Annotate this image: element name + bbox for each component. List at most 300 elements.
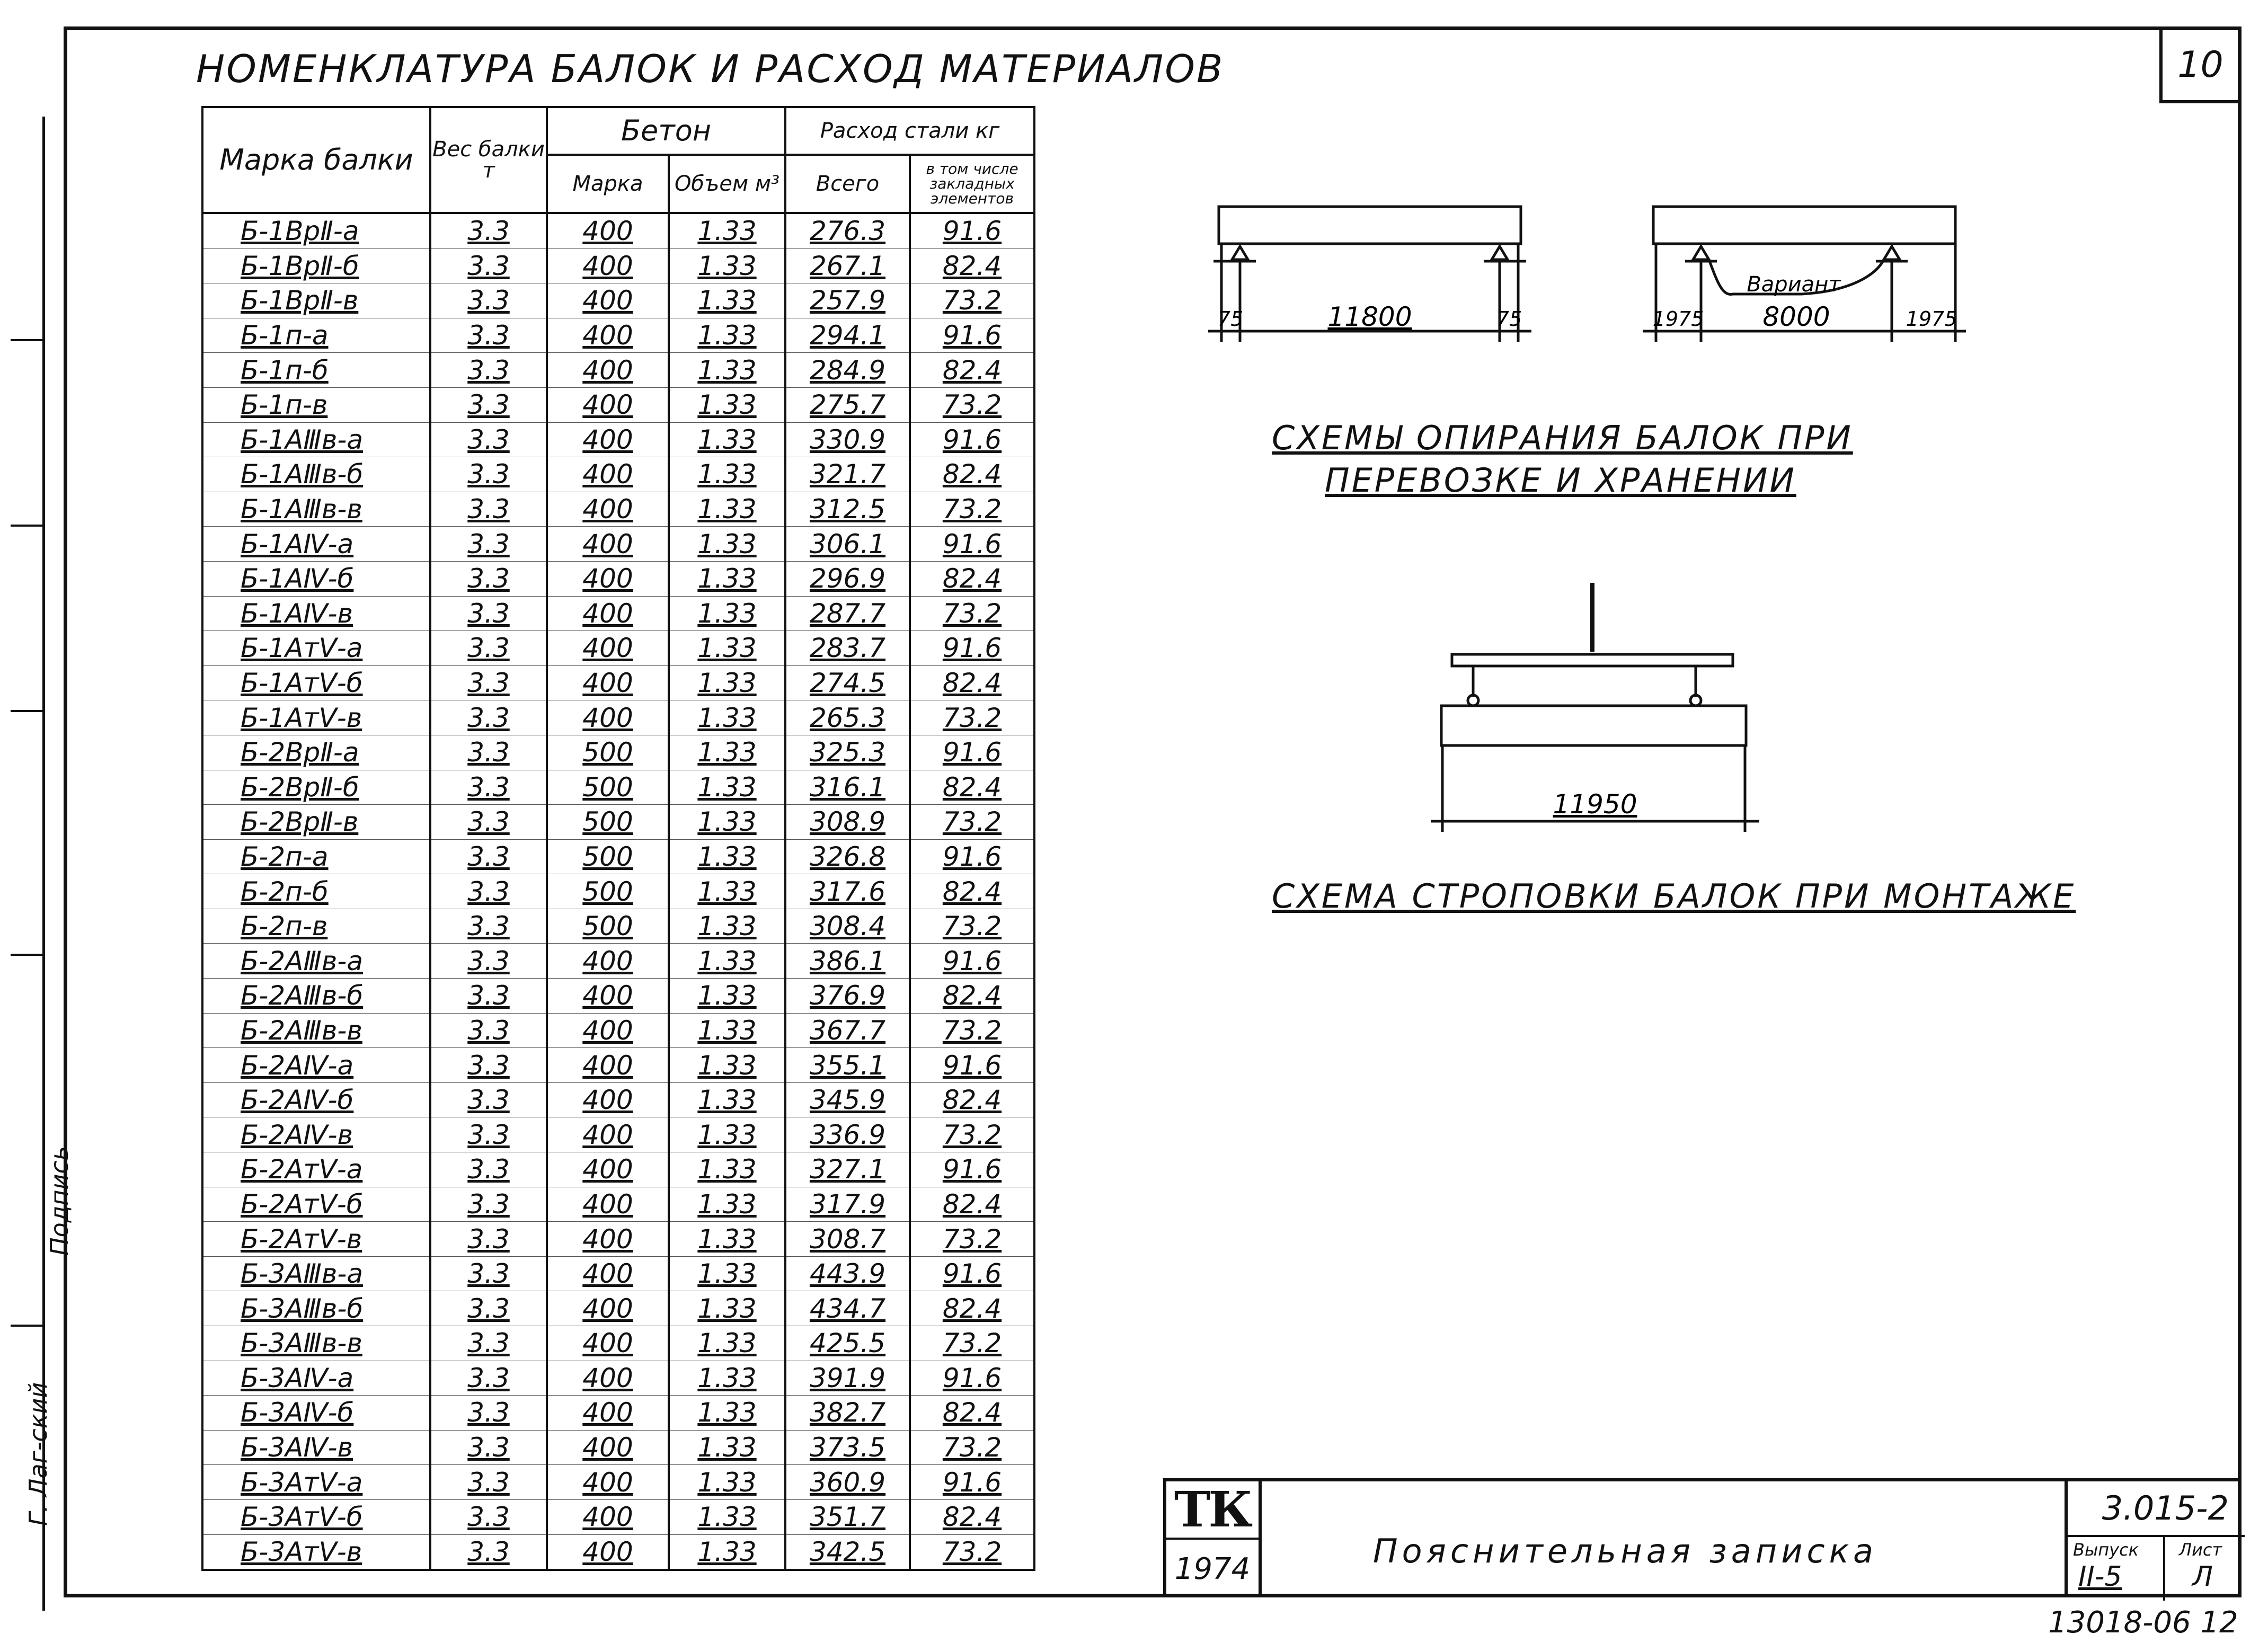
concrete-mark-cell: 400 (547, 1499, 669, 1534)
beam-weight-cell: 3.3 (430, 909, 547, 944)
beam-mark-cell: Б-2АⅣ-а (202, 1048, 430, 1083)
tk-logo: ТК (1166, 1481, 1259, 1540)
steel-total-cell: 265.3 (785, 700, 910, 735)
table-row (202, 665, 1034, 700)
concrete-volume-cell: 1.33 (669, 1499, 785, 1534)
steel-total-cell: 326.8 (785, 839, 910, 874)
concrete-volume-cell: 1.33 (669, 735, 785, 770)
beam-mark-cell: Б-2АтⅤ-б (202, 1187, 430, 1222)
concrete-volume-cell: 1.33 (669, 457, 785, 492)
concrete-volume-cell: 1.33 (669, 492, 785, 527)
beam-weight-cell: 3.3 (430, 492, 547, 527)
concrete-volume-cell: 1.33 (669, 1222, 785, 1257)
steel-embedded-cell: 73.2 (910, 909, 1034, 944)
header-concrete: Бетон (547, 107, 785, 155)
steel-embedded-cell: 82.4 (910, 1396, 1034, 1431)
steel-embedded-cell: 82.4 (910, 1499, 1034, 1534)
beam-mark-cell: Б-2п-в (202, 909, 430, 944)
steel-embedded-cell: 73.2 (910, 1326, 1034, 1361)
steel-embedded-cell: 73.2 (910, 596, 1034, 631)
beam-mark-cell: Б-3АтⅤ-б (202, 1499, 430, 1534)
steel-total-cell: 316.1 (785, 770, 910, 805)
steel-embedded-cell: 91.6 (910, 527, 1034, 562)
table-row (202, 1082, 1034, 1117)
steel-total-cell: 283.7 (785, 631, 910, 666)
concrete-volume-cell: 1.33 (669, 1291, 785, 1326)
table-row (202, 1430, 1034, 1465)
table-row (202, 1152, 1034, 1187)
concrete-mark-cell: 400 (547, 283, 669, 318)
concrete-mark-cell: 400 (547, 1048, 669, 1083)
sheet-number: 10 (2159, 26, 2242, 103)
steel-total-cell: 267.1 (785, 248, 910, 283)
strip-signature: Подпись (45, 1146, 74, 1256)
beam-weight-cell: 3.3 (430, 1117, 547, 1152)
beam-mark-cell: Б-2АⅢв-в (202, 1013, 430, 1048)
concrete-volume-cell: 1.33 (669, 1465, 785, 1500)
table-row (202, 1396, 1034, 1431)
header-weight: Вес балки т (430, 107, 547, 213)
concrete-volume-cell: 1.33 (669, 700, 785, 735)
steel-embedded-cell: 73.2 (910, 1430, 1034, 1465)
beam-weight-cell: 3.3 (430, 422, 547, 457)
steel-embedded-cell: 91.6 (910, 1465, 1034, 1500)
beam-mark-cell: Б-1ВрⅡ-а (202, 213, 430, 248)
beam-mark-cell: Б-1п-в (202, 387, 430, 422)
support-triangle (1492, 246, 1508, 260)
beam-outline (1653, 207, 1955, 244)
table-row (202, 1222, 1034, 1257)
concrete-volume-cell: 1.33 (669, 1430, 785, 1465)
dim-end-left: 75 (1217, 307, 1244, 331)
beam-weight-cell: 3.3 (430, 1082, 547, 1117)
beam-mark-cell: Б-2АⅣ-в (202, 1117, 430, 1152)
steel-total-cell: 382.7 (785, 1396, 910, 1431)
steel-total-cell: 345.9 (785, 1082, 910, 1117)
table-row (202, 1256, 1034, 1291)
concrete-volume-cell: 1.33 (669, 839, 785, 874)
concrete-volume-cell: 1.33 (669, 874, 785, 909)
steel-total-cell: 330.9 (785, 422, 910, 457)
strip-line (11, 954, 42, 956)
steel-embedded-cell: 73.2 (910, 283, 1034, 318)
concrete-mark-cell: 400 (547, 979, 669, 1014)
beam-table (201, 106, 1035, 1571)
steel-total-cell: 306.1 (785, 527, 910, 562)
beam-weight-cell: 3.3 (430, 979, 547, 1014)
concrete-volume-cell: 1.33 (669, 1326, 785, 1361)
strip-line (11, 525, 42, 527)
steel-total-cell: 351.7 (785, 1499, 910, 1534)
beam-mark-cell: Б-2ВрⅡ-а (202, 735, 430, 770)
strip-signature: Г. Лаг-ский (24, 1382, 52, 1526)
steel-total-cell: 274.5 (785, 665, 910, 700)
concrete-volume-cell: 1.33 (669, 213, 785, 248)
beam-mark-cell: Б-2ВрⅡ-в (202, 805, 430, 840)
support-triangle (1693, 246, 1709, 260)
support-caption-line2: ПЕРЕВОЗКЕ И ХРАНЕНИИ (1325, 461, 1796, 500)
steel-embedded-cell: 73.2 (910, 1117, 1034, 1152)
beam-weight-cell: 3.3 (430, 1499, 547, 1534)
sling-caption: СХЕМА СТРОПОВКИ БАЛОК ПРИ МОНТАЖЕ (1272, 877, 2076, 916)
steel-total-cell: 317.9 (785, 1187, 910, 1222)
beam-mark-cell: Б-1АтⅤ-б (202, 665, 430, 700)
steel-embedded-cell: 82.4 (910, 353, 1034, 388)
concrete-volume-cell: 1.33 (669, 596, 785, 631)
strip-line (11, 710, 42, 712)
table-row (202, 700, 1034, 735)
beam-weight-cell: 3.3 (430, 1430, 547, 1465)
table-row (202, 805, 1034, 840)
steel-embedded-cell: 91.6 (910, 1361, 1034, 1396)
cell-divider (2163, 1537, 2165, 1601)
steel-embedded-cell: 73.2 (910, 805, 1034, 840)
table-row (202, 318, 1034, 353)
steel-embedded-cell: 91.6 (910, 422, 1034, 457)
beam-mark-cell: Б-2АⅣ-б (202, 1082, 430, 1117)
table-row (202, 944, 1034, 979)
concrete-volume-cell: 1.33 (669, 1117, 785, 1152)
beam-mark-cell: Б-1ВрⅡ-в (202, 283, 430, 318)
beam-weight-cell: 3.3 (430, 353, 547, 388)
table-row (202, 735, 1034, 770)
beam-mark-cell: Б-1АⅢв-б (202, 457, 430, 492)
table-row (202, 1361, 1034, 1396)
concrete-mark-cell: 400 (547, 944, 669, 979)
steel-embedded-cell: 82.4 (910, 561, 1034, 596)
concrete-mark-cell: 500 (547, 735, 669, 770)
concrete-mark-cell: 400 (547, 1187, 669, 1222)
beam-mark-cell: Б-2ВрⅡ-б (202, 770, 430, 805)
steel-total-cell: 443.9 (785, 1256, 910, 1291)
beam-weight-cell: 3.3 (430, 805, 547, 840)
beam-weight-cell: 3.3 (430, 1465, 547, 1500)
steel-embedded-cell: 73.2 (910, 1534, 1034, 1570)
concrete-mark-cell: 400 (547, 561, 669, 596)
sling-scheme (1431, 583, 1770, 848)
beam-mark-cell: Б-3АтⅤ-в (202, 1534, 430, 1570)
dim-span: 8000 (1762, 301, 1830, 332)
steel-total-cell: 294.1 (785, 318, 910, 353)
concrete-volume-cell: 1.33 (669, 1396, 785, 1431)
concrete-mark-cell: 400 (547, 457, 669, 492)
table-row (202, 909, 1034, 944)
concrete-volume-cell: 1.33 (669, 422, 785, 457)
beam-weight-cell: 3.3 (430, 1013, 547, 1048)
steel-embedded-cell: 82.4 (910, 665, 1034, 700)
concrete-mark-cell: 400 (547, 353, 669, 388)
concrete-volume-cell: 1.33 (669, 805, 785, 840)
steel-embedded-cell: 82.4 (910, 248, 1034, 283)
concrete-volume-cell: 1.33 (669, 665, 785, 700)
header-mark: Марка балки (202, 107, 430, 213)
table-row (202, 874, 1034, 909)
steel-embedded-cell: 91.6 (910, 213, 1034, 248)
table-row (202, 1534, 1034, 1570)
concrete-mark-cell: 400 (547, 1152, 669, 1187)
concrete-volume-cell: 1.33 (669, 387, 785, 422)
beam-weight-cell: 3.3 (430, 596, 547, 631)
concrete-mark-cell: 500 (547, 909, 669, 944)
beam-weight-cell: 3.3 (430, 527, 547, 562)
beam-weight-cell: 3.3 (430, 283, 547, 318)
beam-weight-cell: 3.3 (430, 1256, 547, 1291)
traverse-beam (1452, 654, 1733, 666)
concrete-volume-cell: 1.33 (669, 1082, 785, 1117)
steel-embedded-cell: 82.4 (910, 457, 1034, 492)
concrete-mark-cell: 400 (547, 665, 669, 700)
steel-embedded-cell: 91.6 (910, 1256, 1034, 1291)
table-row (202, 457, 1034, 492)
table-row (202, 1013, 1034, 1048)
beam-mark-cell: Б-1АⅣ-в (202, 596, 430, 631)
beam-mark-cell: Б-1АⅣ-б (202, 561, 430, 596)
steel-total-cell: 434.7 (785, 1291, 910, 1326)
concrete-mark-cell: 400 (547, 492, 669, 527)
beam-mark-cell: Б-3АⅣ-б (202, 1396, 430, 1431)
steel-total-cell: 360.9 (785, 1465, 910, 1500)
steel-total-cell: 275.7 (785, 387, 910, 422)
steel-total-cell: 373.5 (785, 1430, 910, 1465)
concrete-mark-cell: 400 (547, 1013, 669, 1048)
dim-end-right: 1975 (1906, 307, 1957, 331)
table-row (202, 1291, 1034, 1326)
beam-weight-cell: 3.3 (430, 1361, 547, 1396)
document-code: 3.015-2 (2068, 1481, 2245, 1537)
concrete-volume-cell: 1.33 (669, 318, 785, 353)
table-row (202, 1187, 1034, 1222)
sheet-value: Л (2192, 1561, 2213, 1593)
issue-value: II-5 (2078, 1561, 2122, 1593)
concrete-volume-cell: 1.33 (669, 1534, 785, 1570)
steel-embedded-cell: 82.4 (910, 1187, 1034, 1222)
beam-weight-cell: 3.3 (430, 700, 547, 735)
beam-weight-cell: 3.3 (430, 631, 547, 666)
table-row (202, 283, 1034, 318)
concrete-mark-cell: 400 (547, 1465, 669, 1500)
strip-line (11, 339, 42, 341)
concrete-mark-cell: 400 (547, 248, 669, 283)
concrete-volume-cell: 1.33 (669, 1187, 785, 1222)
beam-weight-cell: 3.3 (430, 944, 547, 979)
beam-mark-cell: Б-3АⅢв-а (202, 1256, 430, 1291)
concrete-volume-cell: 1.33 (669, 1256, 785, 1291)
concrete-mark-cell: 400 (547, 700, 669, 735)
concrete-volume-cell: 1.33 (669, 631, 785, 666)
beam-weight-cell: 3.3 (430, 1326, 547, 1361)
beam-weight-cell: 3.3 (430, 1187, 547, 1222)
beam-weight-cell: 3.3 (430, 735, 547, 770)
table-row (202, 492, 1034, 527)
beam-mark-cell: Б-3АтⅤ-а (202, 1465, 430, 1500)
header-steel-embedded: в том числе закладных элементов (910, 155, 1034, 213)
beam-mark-cell: Б-2АтⅤ-а (202, 1152, 430, 1187)
concrete-volume-cell: 1.33 (669, 909, 785, 944)
archive-number: 13018-06 12 (2048, 1605, 2238, 1640)
beam-weight-cell: 3.3 (430, 1152, 547, 1187)
beam-mark-cell: Б-2АтⅤ-в (202, 1222, 430, 1257)
table-row (202, 527, 1034, 562)
strip-line (11, 1325, 42, 1327)
concrete-volume-cell: 1.33 (669, 283, 785, 318)
steel-total-cell: 308.9 (785, 805, 910, 840)
concrete-mark-cell: 400 (547, 1396, 669, 1431)
concrete-mark-cell: 400 (547, 1222, 669, 1257)
concrete-volume-cell: 1.33 (669, 248, 785, 283)
steel-total-cell: 308.7 (785, 1222, 910, 1257)
concrete-mark-cell: 400 (547, 1256, 669, 1291)
title-block-logo-cell (1166, 1481, 1262, 1594)
steel-embedded-cell: 91.6 (910, 944, 1034, 979)
beam-weight-cell: 3.3 (430, 318, 547, 353)
steel-embedded-cell: 82.4 (910, 1291, 1034, 1326)
steel-total-cell: 296.9 (785, 561, 910, 596)
beam-mark-cell: Б-2п-а (202, 839, 430, 874)
steel-embedded-cell: 73.2 (910, 1013, 1034, 1048)
steel-embedded-cell: 73.2 (910, 700, 1034, 735)
steel-total-cell: 312.5 (785, 492, 910, 527)
header-steel-total: Всего (785, 155, 910, 213)
beam-weight-cell: 3.3 (430, 213, 547, 248)
beam-mark-cell: Б-1АⅢв-а (202, 422, 430, 457)
steel-total-cell: 257.9 (785, 283, 910, 318)
concrete-mark-cell: 500 (547, 839, 669, 874)
concrete-mark-cell: 400 (547, 318, 669, 353)
table-row (202, 1326, 1034, 1361)
steel-embedded-cell: 91.6 (910, 839, 1034, 874)
beam-weight-cell: 3.3 (430, 1396, 547, 1431)
header-steel: Расход стали кг (785, 107, 1034, 155)
beam-weight-cell: 3.3 (430, 1291, 547, 1326)
concrete-mark-cell: 400 (547, 1534, 669, 1570)
support-schemes (1192, 191, 2019, 360)
beam-weight-cell: 3.3 (430, 1048, 547, 1083)
beam-mark-cell: Б-2АⅢв-б (202, 979, 430, 1014)
concrete-mark-cell: 400 (547, 631, 669, 666)
beam-weight-cell: 3.3 (430, 561, 547, 596)
header-concrete-volume: Объем м³ (669, 155, 785, 213)
steel-embedded-cell: 82.4 (910, 770, 1034, 805)
beam-mark-cell: Б-1ВрⅡ-б (202, 248, 430, 283)
steel-total-cell: 386.1 (785, 944, 910, 979)
table-row (202, 596, 1034, 631)
table-row (202, 631, 1034, 666)
beam-mark-cell: Б-1п-а (202, 318, 430, 353)
concrete-mark-cell: 500 (547, 874, 669, 909)
table-row (202, 839, 1034, 874)
table-row (202, 1117, 1034, 1152)
variant-label: Вариант (1747, 272, 1841, 297)
concrete-mark-cell: 400 (547, 1082, 669, 1117)
beam-outline (1219, 207, 1521, 244)
beam-mark-cell: Б-1п-б (202, 353, 430, 388)
concrete-volume-cell: 1.33 (669, 944, 785, 979)
steel-total-cell: 287.7 (785, 596, 910, 631)
beam-mark-cell: Б-3АⅢв-в (202, 1326, 430, 1361)
dim-length: 11950 (1553, 789, 1637, 820)
concrete-volume-cell: 1.33 (669, 1013, 785, 1048)
concrete-mark-cell: 500 (547, 805, 669, 840)
beam-weight-cell: 3.3 (430, 839, 547, 874)
concrete-volume-cell: 1.33 (669, 353, 785, 388)
dim-end-left: 1975 (1652, 307, 1704, 331)
steel-total-cell: 342.5 (785, 1534, 910, 1570)
beam-mark-cell: Б-1АⅢв-в (202, 492, 430, 527)
concrete-mark-cell: 400 (547, 213, 669, 248)
concrete-mark-cell: 400 (547, 1326, 669, 1361)
beam-weight-cell: 3.3 (430, 770, 547, 805)
concrete-mark-cell: 400 (547, 527, 669, 562)
concrete-mark-cell: 400 (547, 1117, 669, 1152)
steel-embedded-cell: 91.6 (910, 1048, 1034, 1083)
beam-mark-cell: Б-2АⅢв-а (202, 944, 430, 979)
beam-weight-cell: 3.3 (430, 457, 547, 492)
beam-mark-cell: Б-1АⅣ-а (202, 527, 430, 562)
steel-total-cell: 321.7 (785, 457, 910, 492)
steel-total-cell: 317.6 (785, 874, 910, 909)
table-row (202, 770, 1034, 805)
steel-total-cell: 367.7 (785, 1013, 910, 1048)
concrete-volume-cell: 1.33 (669, 979, 785, 1014)
beam-weight-cell: 3.3 (430, 1222, 547, 1257)
steel-total-cell: 325.3 (785, 735, 910, 770)
table-row (202, 979, 1034, 1014)
concrete-volume-cell: 1.33 (669, 561, 785, 596)
steel-embedded-cell: 91.6 (910, 1152, 1034, 1187)
beam-weight-cell: 3.3 (430, 387, 547, 422)
beam-weight-cell: 3.3 (430, 248, 547, 283)
steel-embedded-cell: 91.6 (910, 318, 1034, 353)
support-triangle (1232, 246, 1248, 260)
steel-total-cell: 308.4 (785, 909, 910, 944)
dim-span: 11800 (1327, 301, 1412, 332)
table-row (202, 387, 1034, 422)
concrete-mark-cell: 400 (547, 422, 669, 457)
steel-total-cell: 425.5 (785, 1326, 910, 1361)
concrete-volume-cell: 1.33 (669, 1048, 785, 1083)
steel-embedded-cell: 73.2 (910, 387, 1034, 422)
table-row (202, 561, 1034, 596)
support-triangle (1884, 246, 1900, 260)
concrete-mark-cell: 400 (547, 1361, 669, 1396)
concrete-mark-cell: 500 (547, 770, 669, 805)
title-block (1163, 1478, 2242, 1597)
concrete-mark-cell: 400 (547, 596, 669, 631)
steel-embedded-cell: 82.4 (910, 979, 1034, 1014)
concrete-volume-cell: 1.33 (669, 1152, 785, 1187)
steel-embedded-cell: 73.2 (910, 1222, 1034, 1257)
header-concrete-mark: Марка (547, 155, 669, 213)
issue-label: Выпуск (2073, 1540, 2139, 1560)
table-row (202, 353, 1034, 388)
steel-embedded-cell: 82.4 (910, 1082, 1034, 1117)
table-row (202, 1048, 1034, 1083)
beam-mark-cell: Б-2п-б (202, 874, 430, 909)
concrete-mark-cell: 400 (547, 1291, 669, 1326)
title-block-code-cell (2065, 1481, 2245, 1594)
sheet-label: Лист (2179, 1540, 2222, 1560)
table-row (202, 1465, 1034, 1500)
steel-total-cell: 284.9 (785, 353, 910, 388)
dim-end-right: 75 (1496, 307, 1522, 331)
steel-total-cell: 355.1 (785, 1048, 910, 1083)
concrete-volume-cell: 1.33 (669, 770, 785, 805)
beam-weight-cell: 3.3 (430, 1534, 547, 1570)
table-title: НОМЕНКЛАТУРА БАЛОК И РАСХОД МАТЕРИАЛОВ (196, 47, 1225, 91)
binding-strip (0, 117, 74, 1611)
support-caption-line1: СХЕМЫ ОПИРАНИЯ БАЛОК ПРИ (1272, 419, 1853, 457)
table-row (202, 1499, 1034, 1534)
